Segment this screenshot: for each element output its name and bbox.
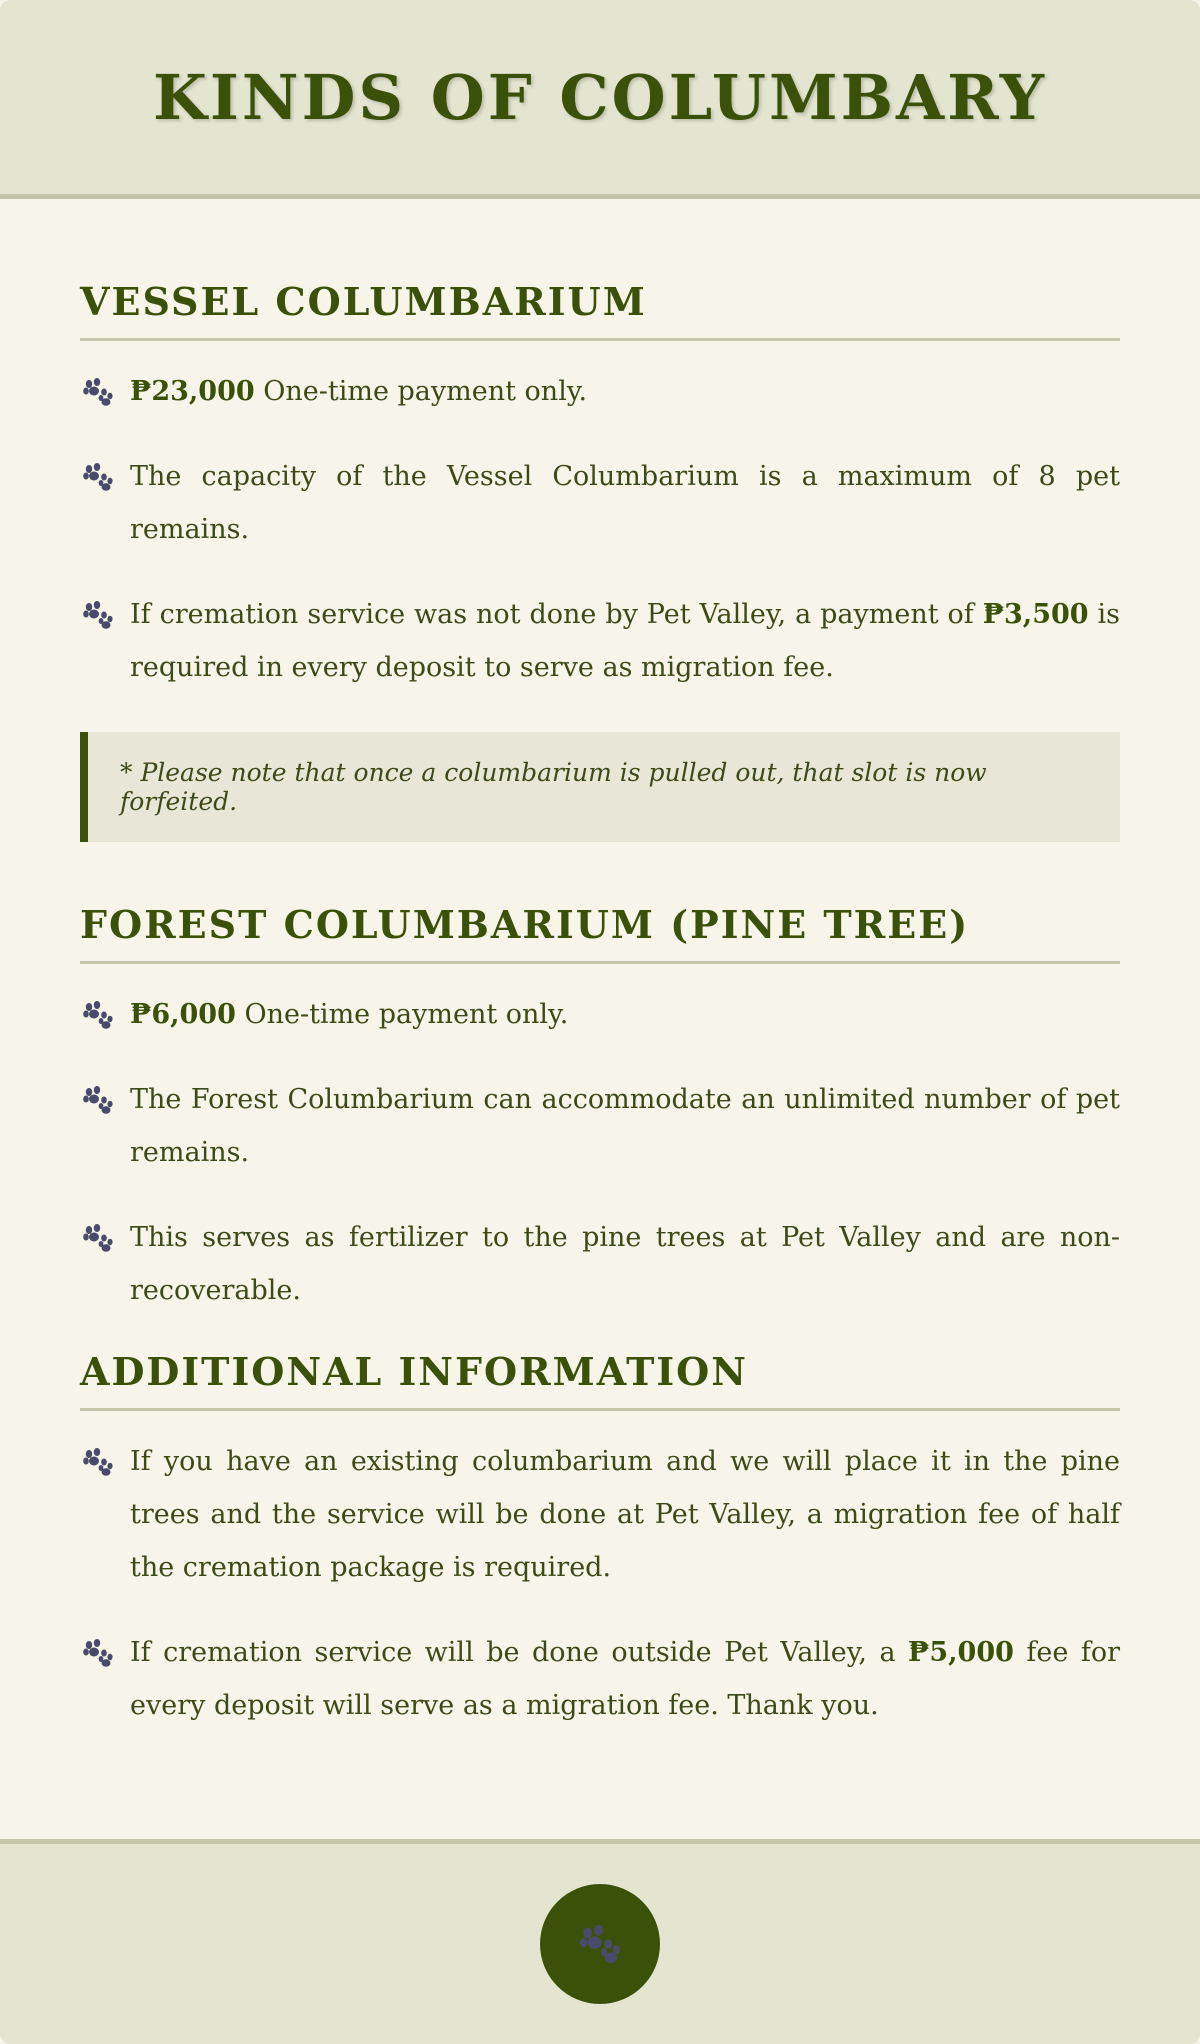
price: ₱5,000	[908, 1637, 1014, 1668]
item-text: This serves as fertilizer to the pine trees at Pet Valley and are non-recoverable.	[130, 1222, 1120, 1306]
section-title-additional: ADDITIONAL INFORMATION	[80, 1349, 1120, 1411]
list-item	[80, 1626, 1120, 1732]
vessel-columbarium-section	[80, 279, 1120, 842]
item-text: If you have an existing columbarium and we will place it in the pine trees and the service will be done at Pet Valley, a migration fee of half the cremation package is required.	[130, 1446, 1120, 1583]
item-text: If cremation service was not done by Pet Valley, a payment of	[130, 599, 983, 630]
paw-icon	[82, 1448, 114, 1476]
forfeit-note: * Please note that once a columbarium is pulled out, that slot is now forfeited.	[80, 732, 1120, 842]
additional-list	[80, 1435, 1120, 1732]
item-text: The Forest Columbarium can accommodate an unlimited number of pet remains.	[130, 1084, 1120, 1168]
list-item	[80, 1073, 1120, 1179]
paw-icon	[82, 1001, 114, 1029]
item-text: If cremation service will be done outside Pet Valley, a	[130, 1637, 909, 1668]
paw-icon	[82, 1224, 114, 1252]
list-item	[80, 1435, 1120, 1594]
footer-badge	[540, 1884, 660, 2004]
page-header	[0, 0, 1200, 199]
list-item	[80, 450, 1120, 556]
item-text: fee for every deposit will serve as a migration fee. Thank you.	[130, 1637, 1120, 1721]
list-item	[80, 988, 1120, 1041]
item-text: is required in every deposit to serve as migration fee.	[130, 599, 1120, 683]
list-item	[80, 1211, 1120, 1317]
price: ₱3,500	[982, 599, 1089, 630]
paw-icon	[82, 601, 114, 629]
price: ₱6,000	[130, 999, 236, 1030]
paw-icon	[82, 1086, 114, 1114]
forest-columbarium-section	[80, 902, 1120, 1317]
item-text: One-time payment only.	[235, 999, 569, 1030]
price: ₱23,000	[130, 376, 255, 407]
paw-icon	[578, 1924, 622, 1964]
page-footer	[0, 1839, 1200, 2044]
forest-list	[80, 988, 1120, 1317]
additional-info-section	[80, 1349, 1120, 1732]
list-item	[80, 365, 1120, 418]
item-text: One-time payment only.	[254, 376, 588, 407]
vessel-list	[80, 365, 1120, 694]
page-title: KINDS OF COLUMBARY	[153, 60, 1047, 134]
paw-icon	[82, 1639, 114, 1667]
main-content	[0, 199, 1200, 1732]
paw-icon	[82, 378, 114, 406]
list-item	[80, 588, 1120, 694]
section-title-vessel: VESSEL COLUMBARIUM	[80, 279, 1120, 341]
item-text: The capacity of the Vessel Columbarium is a maximum of 8 pet remains.	[130, 461, 1120, 545]
paw-icon	[82, 463, 114, 491]
section-title-forest: FOREST COLUMBARIUM (PINE TREE)	[80, 902, 1120, 964]
